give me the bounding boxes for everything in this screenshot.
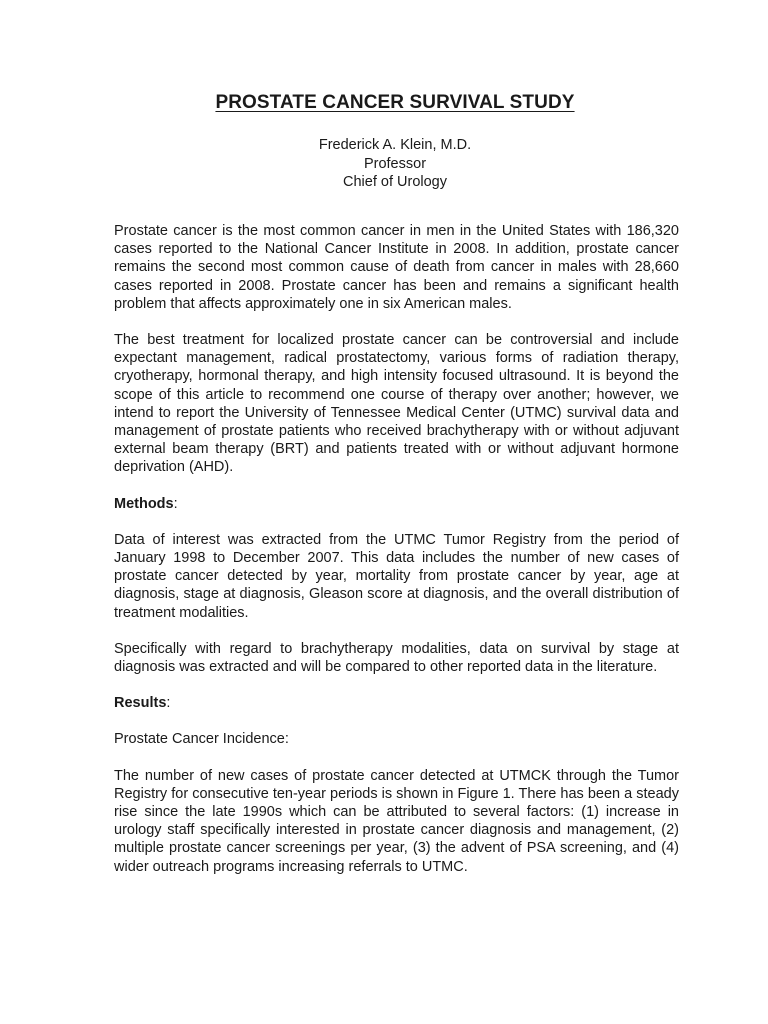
document-title: PROSTATE CANCER SURVIVAL STUDY — [215, 92, 575, 113]
incidence-paragraph: The number of new cases of prostate cancer detected at UTMCK through the Tumor Registry for consecutive ten-year periods is shown in Figure 1. There has been a steady rise since the late 1990s which can be attributed to several factors: (1) increase in urology staff specifically interested in prostate cancer diagnosis and management, (2) multiple prostate cancer screenings per year, (3) the advent of PSA screening, and (4) wider outreach programs increasing referrals to UTMC. — [114, 767, 679, 875]
results-heading-label: Results — [114, 695, 167, 712]
incidence-subheading: Prostate Cancer Incidence: — [114, 731, 289, 748]
methods-heading-label: Methods — [114, 495, 174, 512]
methods-heading-colon: : — [173, 495, 178, 512]
intro-paragraph: Prostate cancer is the most common cancer in men in the United States with 186,320 cases reported to the National Cancer Institute in 2008. In addition, prostate cancer remains the second most common cause of death from cancer in males with 28,660 cases reported in 2008. Prostate cancer has been and remains a significant health problem that affects approximately one in six American males. — [114, 223, 679, 312]
treatment-paragraph: The best treatment for localized prostate cancer can be controversial and include expectant management, radical prostatectomy, various forms of radiation therapy, cryotherapy, hormonal therapy, and high intensity focused ultrasound. It is beyond the scope of this article to recommend one course of therapy over another; however, we intend to report the University of Tennessee Medical Center (UTMC) survival data and management of prostate patients who received brachytherapy with or without adjuvant external beam therapy (BRT) and patients treated with or without adjuvant hormone deprivation (AHD). — [114, 332, 679, 476]
methods-paragraph-data: Data of interest was extracted from the UTMC Tumor Registry from the period of January 1998 to December 2007. This data includes the number of new cases of prostate cancer detected by year, mortality from prostate cancer by year, age at diagnosis, stage at diagnosis, Gleason score at diagnosis, and the overall distribution of treatment modalities. — [114, 531, 679, 621]
author-block — [0, 136, 768, 192]
results-heading-colon: : — [166, 695, 171, 712]
methods-heading — [114, 495, 679, 513]
author-position: Professor — [363, 155, 427, 172]
author-name: Frederick A. Klein, M.D. — [318, 137, 472, 153]
author-department: Chief of Urology — [343, 174, 447, 190]
results-heading — [114, 694, 679, 712]
document-body — [114, 222, 679, 894]
methods-paragraph-brachytherapy: Specifically with regard to brachytherapy modalities, data on survival by stage at diagnosis was extracted and will be compared to other reported data in the literature. — [114, 640, 679, 676]
